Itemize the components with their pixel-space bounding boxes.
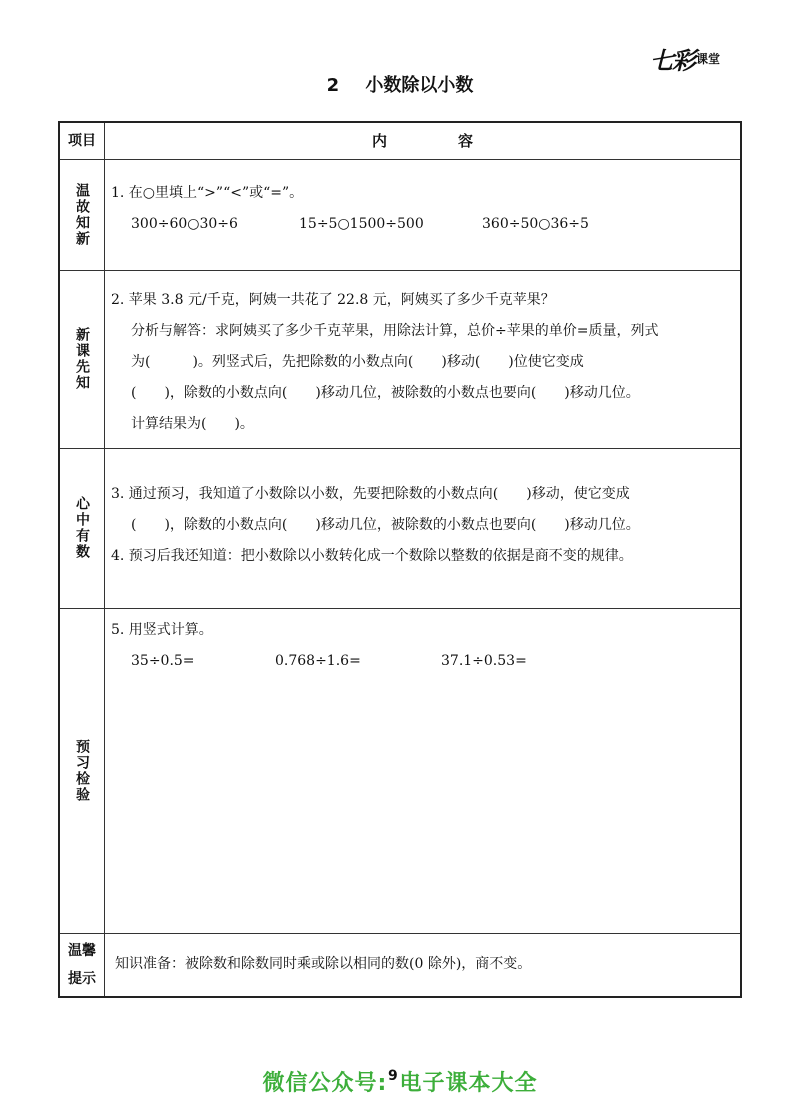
worksheet-table (58, 121, 742, 998)
preview-analysis-1: 分析与解答：求阿姨买了多少千克苹果，用除法计算，总价÷苹果的单价=质量，列式 (131, 322, 659, 339)
watermark (0, 1066, 800, 1097)
check-content (105, 608, 742, 933)
preview-content (105, 270, 742, 448)
review-content (105, 159, 742, 270)
header-item-cell (59, 122, 105, 159)
check-expressions (111, 646, 732, 677)
brand-logo (650, 44, 750, 75)
mind-label-cell (59, 448, 105, 608)
header-content-cell (105, 122, 742, 159)
check-label: 预习检验 (74, 738, 90, 803)
mind-question-3: 3. 通过预习，我知道了小数除以小数，先要把除数的小数点向( )移动，使它变成 (111, 485, 630, 502)
brand-logo-main: 七彩 (650, 46, 694, 75)
lesson-number: 2 (326, 75, 340, 96)
check-label-cell (59, 608, 105, 933)
mind-question-3-cont: ( )，除数的小数点向( )移动几位，被除数的小数点也要向( )移动几位。 (131, 516, 640, 533)
preview-row (59, 270, 741, 448)
review-expr-3: 360÷50○36÷5 (482, 215, 589, 232)
header-row (59, 122, 741, 159)
header-item: 项目 (68, 132, 96, 149)
mind-question-4: 4. 预习后我还知道：把小数除以小数转化成一个数除以整数的依据是商不变的规律。 (111, 547, 633, 564)
page-number: 9 (388, 1068, 399, 1084)
review-expr-1: 300÷60○30÷6 (131, 215, 238, 232)
tip-content (105, 933, 742, 997)
check-question: 5. 用竖式计算。 (111, 621, 213, 638)
tip-label-2: 提示 (68, 970, 96, 987)
check-expr-2: 0.768÷1.6= (275, 652, 361, 669)
mind-content (105, 448, 742, 608)
review-question: 1. 在○里填上“>”“<”或“=”。 (111, 184, 304, 201)
tip-text: 知识准备：被除数和除数同时乘或除以相同的数(0 除外)，商不变。 (115, 956, 532, 973)
preview-analysis-4: 计算结果为( )。 (131, 415, 254, 432)
mind-row (59, 448, 741, 608)
check-row (59, 608, 741, 933)
tip-label-cell (59, 933, 105, 997)
lesson-title: 小数除以小数 (365, 75, 474, 96)
review-label-cell (59, 159, 105, 270)
preview-label: 新课先知 (74, 327, 90, 391)
watermark-right: 电子课本大全 (399, 1071, 538, 1096)
review-label: 温故知新 (74, 182, 90, 247)
preview-question: 2. 苹果 3.8 元/千克，阿姨一共花了 22.8 元，阿姨买了多少千克苹果？ (111, 291, 555, 308)
preview-label-cell (59, 270, 105, 448)
preview-analysis-2: 为( )。列竖式后，先把除数的小数点向( )移动( )位使它变成 (131, 353, 584, 370)
tip-row (59, 933, 741, 997)
check-expr-3: 37.1÷0.53= (441, 652, 527, 669)
tip-label-1: 温馨 (68, 942, 96, 959)
review-expressions (111, 209, 732, 240)
header-content: 内 容 (371, 132, 501, 151)
watermark-left: 微信公众号: (262, 1071, 388, 1096)
review-expr-2: 15÷5○1500÷500 (299, 215, 424, 232)
check-expr-1: 35÷0.5= (131, 652, 195, 669)
mind-label: 心中有数 (74, 496, 90, 560)
page-title (0, 71, 800, 97)
preview-analysis-3: ( )，除数的小数点向( )移动几位，被除数的小数点也要向( )移动几位。 (131, 384, 640, 401)
review-row (59, 159, 741, 270)
brand-logo-sub: 课堂 (696, 51, 721, 66)
